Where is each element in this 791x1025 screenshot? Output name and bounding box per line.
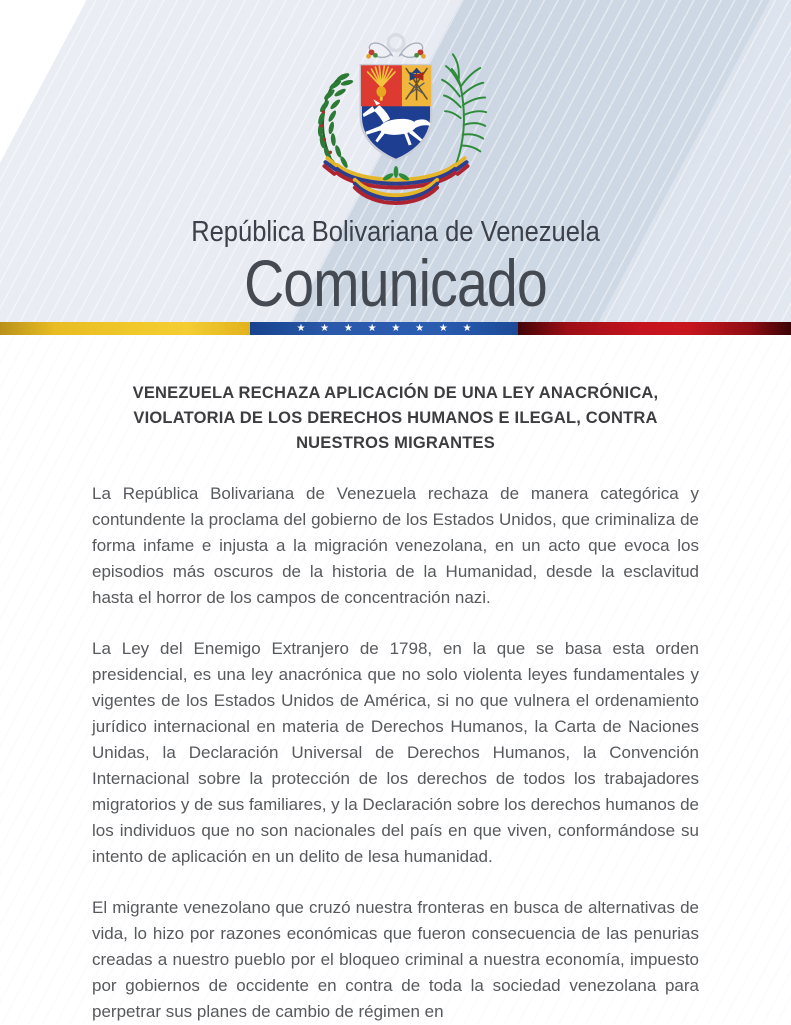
cornucopias-icon bbox=[366, 35, 426, 59]
communique-title bbox=[92, 381, 699, 456]
title-line-2: VIOLATORIA DE LOS DERECHOS HUMANOS E ILEGAL, CONTRA bbox=[133, 409, 658, 427]
country-name: República Bolivariana de Venezuela bbox=[191, 216, 600, 248]
venezuela-coat-of-arms bbox=[277, 22, 515, 218]
paragraph-3: El migrante venezolano que cruzó nuestra fronteras en busca de alternativas de vida, lo hizo por razones económicas que fueron consecuencia de las penurias creadas a nuestro pueblo por el bloqueo criminal a nuestra economía, impuesto por gobiernos de occidente en contra de toda la sociedad venezolana para perpetrar sus planes de cambio de régimen en bbox=[92, 898, 699, 1021]
flag-yellow-band bbox=[0, 322, 250, 335]
flag-divider bbox=[0, 322, 791, 335]
paragraph-2: La Ley del Enemigo Extranjero de 1798, en la que se basa esta orden presidencial, es una ley anacrónica que no solo violenta leyes fundamentales y vigentes de los Estados Unidos de América, si no que vulnera el ordenamiento jurídico internacional en materia de Derechos Humanos, la Carta de Naciones Unidas, la Declaración Universal de Derechos Humanos, la Convención Internacional sobre la protección de los derechos de todos los trabajadores migratorios y de sus familiares, y la Declaración sobre los derechos humanos de los individuos que no son nacionales del país en que viven, conformándose su intento de aplicación en un delito de lesa humanidad. bbox=[92, 639, 699, 866]
shield-icon bbox=[360, 65, 431, 160]
communique-body bbox=[0, 335, 791, 1024]
flag-blue-band bbox=[250, 322, 518, 335]
flag-stars: ★ ★ ★ ★ ★ ★ ★ ★ bbox=[296, 323, 478, 334]
title-line-3: NUESTROS MIGRANTES bbox=[296, 434, 495, 452]
paragraph-1: La República Bolivariana de Venezuela rechaza de manera categórica y contundente la proclama del gobierno de los Estados Unidos, que criminaliza de forma infame e injusta a la migración venezolana, en un acto que evoca los episodios más oscuros de la historia de la Humanidad, desde la esclavitud hasta el horror de los campos de concentración nazi. bbox=[92, 484, 699, 607]
document-type-title: Comunicado bbox=[244, 246, 547, 320]
masthead bbox=[0, 0, 791, 322]
title-line-1: VENEZUELA RECHAZA APLICACIÓN DE UNA LEY ANACRÓNICA, bbox=[132, 384, 659, 402]
flag-red-band bbox=[518, 322, 791, 335]
